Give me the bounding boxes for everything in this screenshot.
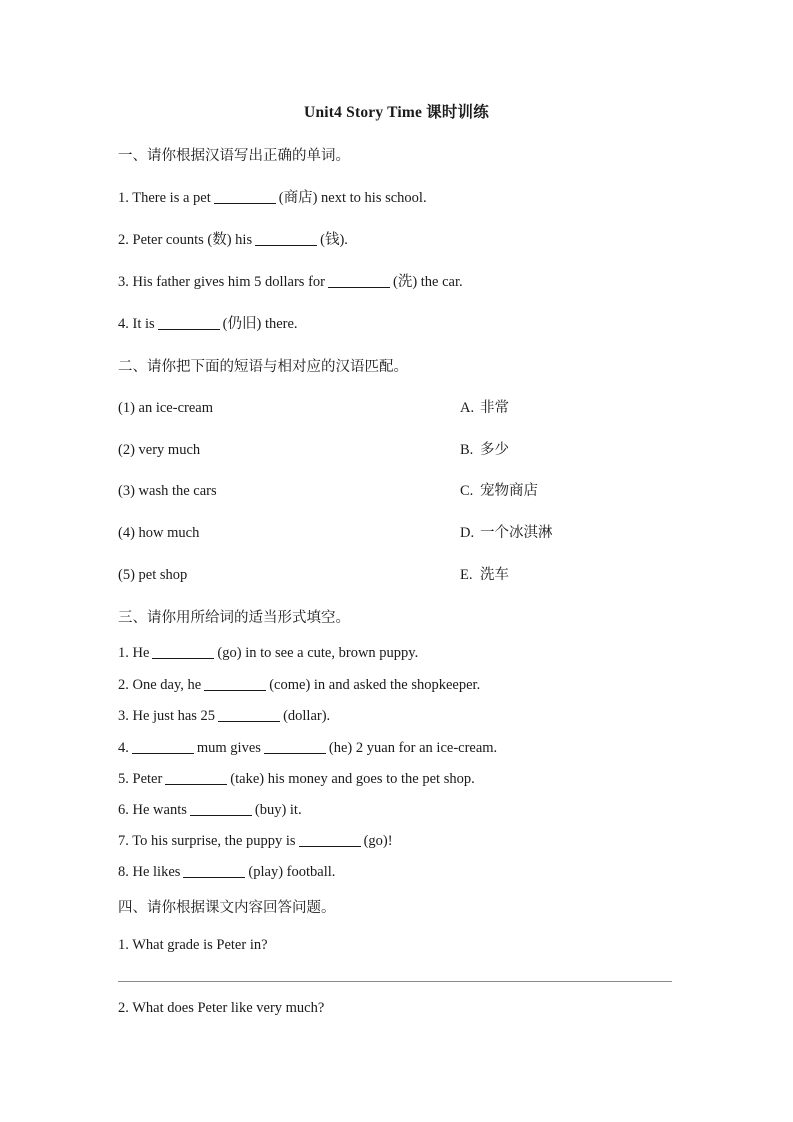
- item-text-middle: mum gives: [196, 740, 261, 756]
- item-text-before: To his surprise, the puppy is: [132, 833, 296, 849]
- item-text-after: (钱).: [320, 232, 348, 248]
- item-text-after: (go) in to see a cute, brown puppy.: [217, 645, 419, 661]
- matching-phrase[interactable]: (2) very much: [118, 442, 201, 458]
- section3-item-2: [118, 676, 480, 695]
- matching-row: [118, 399, 678, 418]
- item-text-after: (go)!: [363, 833, 393, 849]
- item-number: 3.: [118, 708, 129, 724]
- item-text-after: (he) 2 yuan for an ice-cream.: [328, 740, 498, 756]
- item-number: 7.: [118, 833, 129, 849]
- section-heading-two: 二、请你把下面的短语与相对应的汉语匹配。: [118, 359, 408, 375]
- section1-item-2: [118, 231, 348, 250]
- matching-phrase[interactable]: (3) wash the cars: [118, 483, 217, 499]
- matching-phrase[interactable]: (5) pet shop: [118, 567, 188, 583]
- page-title: Unit4 Story Time 课时训练: [304, 104, 489, 121]
- question-text: What does Peter like very much?: [132, 1000, 325, 1016]
- matching-option-letter: D.: [460, 525, 475, 541]
- matching-row: [118, 524, 678, 543]
- matching-option-text: 多少: [480, 442, 509, 458]
- matching-phrase[interactable]: (1) an ice-cream: [118, 400, 213, 416]
- item-text-after: (商店) next to his school.: [278, 190, 427, 206]
- matching-option-text: 一个冰淇淋: [480, 525, 553, 541]
- item-text-before: His father gives him 5 dollars for: [132, 274, 325, 290]
- fill-blank[interactable]: [299, 832, 361, 847]
- matching-option-letter: E.: [460, 567, 473, 583]
- section-heading-three: 三、请你用所给词的适当形式填空。: [118, 610, 350, 626]
- item-number: 2.: [118, 677, 129, 693]
- item-number: 1.: [118, 645, 129, 661]
- fill-blank[interactable]: [264, 739, 326, 754]
- item-text-after: (洗) the car.: [393, 274, 463, 290]
- item-text-after: (take) his money and goes to the pet shop.: [230, 771, 475, 787]
- section1-item-4: [118, 315, 298, 334]
- matching-option[interactable]: [460, 441, 509, 460]
- item-number: 8.: [118, 864, 129, 880]
- item-text-before: He likes: [132, 864, 181, 880]
- fill-blank[interactable]: [158, 315, 220, 330]
- matching-phrase[interactable]: (4) how much: [118, 525, 200, 541]
- section3-item-5: [118, 770, 475, 789]
- item-number: 5.: [118, 771, 129, 787]
- item-text-after: (come) in and asked the shopkeeper.: [269, 677, 481, 693]
- fill-blank[interactable]: [152, 644, 214, 659]
- item-number: 2.: [118, 232, 129, 248]
- matching-option-text: 非常: [480, 400, 509, 416]
- item-number: 4.: [118, 740, 129, 756]
- matching-row: [118, 482, 678, 501]
- fill-blank[interactable]: [204, 676, 266, 691]
- item-text-before: He wants: [132, 802, 187, 818]
- matching-option[interactable]: [460, 482, 538, 501]
- section3-item-4: [118, 739, 497, 758]
- section-heading-four: 四、请你根据课文内容回答问题。: [118, 900, 336, 916]
- section1-item-3: [118, 273, 463, 292]
- question-text: What grade is Peter in?: [132, 937, 268, 953]
- section3-item-1: [118, 644, 418, 663]
- item-text-before: It is: [132, 316, 155, 332]
- item-text-after: (dollar).: [283, 708, 331, 724]
- section-heading-one: 一、请你根据汉语写出正确的单词。: [118, 148, 350, 164]
- matching-option[interactable]: [460, 566, 509, 585]
- fill-blank[interactable]: [132, 739, 194, 754]
- item-number: 1.: [118, 190, 129, 206]
- fill-blank[interactable]: [328, 273, 390, 288]
- item-text-before: One day, he: [132, 677, 202, 693]
- item-number: 2.: [118, 1000, 129, 1016]
- matching-option-letter: A.: [460, 400, 475, 416]
- item-text-before: Peter counts (数) his: [132, 232, 253, 248]
- matching-row: [118, 566, 678, 585]
- item-text-before: There is a pet: [132, 190, 211, 206]
- matching-option[interactable]: [460, 524, 553, 543]
- section1-item-1: [118, 189, 427, 208]
- section3-item-7: [118, 832, 393, 851]
- item-text-after: (play) football.: [248, 864, 336, 880]
- section4-question-2: [118, 999, 324, 1018]
- section3-item-6: [118, 801, 302, 820]
- fill-blank[interactable]: [183, 863, 245, 878]
- item-text-after: (buy) it.: [254, 802, 302, 818]
- item-text-after: (仍旧) there.: [222, 316, 298, 332]
- item-number: 1.: [118, 937, 129, 953]
- item-number: 3.: [118, 274, 129, 290]
- fill-blank[interactable]: [190, 801, 252, 816]
- item-number: 6.: [118, 802, 129, 818]
- matching-row: [118, 441, 678, 460]
- matching-option-letter: C.: [460, 483, 474, 499]
- item-text-before: Peter: [132, 771, 163, 787]
- section3-item-3: [118, 707, 330, 726]
- matching-option-text: 洗车: [480, 567, 509, 583]
- fill-blank[interactable]: [218, 707, 280, 722]
- section3-item-8: [118, 863, 335, 882]
- item-number: 4.: [118, 316, 129, 332]
- matching-option[interactable]: [460, 399, 509, 418]
- item-text-before: He just has 25: [132, 708, 216, 724]
- answer-line[interactable]: [118, 981, 672, 982]
- fill-blank[interactable]: [214, 189, 276, 204]
- fill-blank[interactable]: [165, 770, 227, 785]
- item-text-before: He: [132, 645, 150, 661]
- matching-option-text: 宠物商店: [480, 483, 538, 499]
- fill-blank[interactable]: [255, 231, 317, 246]
- matching-option-letter: B.: [460, 442, 474, 458]
- section4-question-1: [118, 936, 268, 955]
